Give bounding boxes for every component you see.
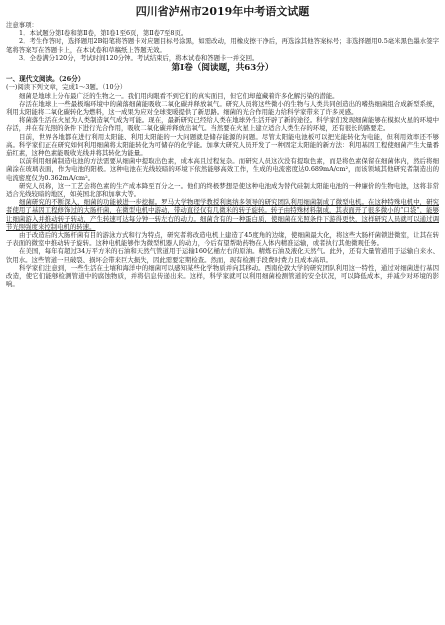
- notice-heading: 注意事项：: [6, 21, 38, 29]
- paragraph-5: 以前利用细菌制造电池的方法需要从细菌中提取出色素，成本高且过程复杂。而研究人员这次没有提取色素，而是将色素保留在细菌体内，然后将细菌涂在玻璃表面，作为电池的阳极。这种电池在光线较暗的环境下依然能够高效工作，生成的电流密度达0.689mA/cm²，而该领域其他研究者制造出的电流密度仅为0.362mA/cm²。: [6, 157, 439, 182]
- notice-item-2: 2．考生作答时，选择题用2B铅笔将答题卡对应题目标号涂黑，如需改动，用橡皮擦干净后，再选涂其他答案标号；非选择题用0.5毫米黑色墨水签字笔将答案写在答题卡上，在本试卷和草稿纸上答题无效。: [6, 37, 439, 54]
- paragraph-4: 目前，世界各地都在进行利用太阳能、利用太阳能的一大问题就是储存能源的问题。尽管太阳能电池板可以把光能转化为电能，但利用效率还不够高。科学家们正在研究如何利用细菌将太阳能转化为可储存的化学能。加拿大研究人员开发了一种固定太阳能的新方法：利用基因工程使细菌产生大量番茄红素，这种色素能吸收光线并将其转化为能量。: [6, 132, 439, 158]
- paragraph-3: 将菌落生活在火星为人类制造氧气成为可能。现在，最新研究已经给人类在地球外生活开辟了新的途径。科学家们发现细菌能够在模拟火星的环境中存活，并在有光照的条件下进行光合作用，吸收二氧化碳并释放出氧气。当然要在火星上建立适合人类生存的环境，还有很长的路要走。: [6, 116, 439, 133]
- paragraph-9: 在美国，每年有超过34万平方米的石油和天然气管道用于运输160亿桶左右的原油。精炼石油及液化天然气。此外，还有大量管道用于运输自来水、饮用水。这些管道一旦破裂、损坏会带来巨大损失，因此需要定期检查。然而，现有检测手段费时费力且成本高昂。: [6, 247, 439, 264]
- paragraph-6: 研究人员称，这一工艺会将色素的生产成本降至百分之一。他们的终极梦想是使这种电池成为替代硅制太阳能电池的一种廉价的生物电池，这将非常适合光线较暗的地区，如英国北部和加拿大等。: [6, 181, 439, 199]
- paragraph-1: 细菌是地球上分布最广泛的生物之一。我们用肉眼看不到它们的真实面目，但它们却蕴藏着许多化解污染的潜能。: [19, 91, 339, 100]
- notice-item-1: 1．本试题分第Ⅰ卷和第Ⅱ卷，第Ⅰ卷1至6页，第Ⅱ卷7至8页。: [19, 29, 188, 38]
- page-title: 四川省泸州市2019年中考语文试题: [135, 5, 310, 18]
- subsection-heading: (一)阅读下列文章，完成1～3题。（10分）: [6, 83, 127, 92]
- section-heading: 一、现代文阅读。（26分）: [6, 75, 85, 84]
- paragraph-7: 细菌研究的不断深入，细菌的功能被进一步挖掘。罗马大学物理学教授利奥纳多领导的研究团队利用细菌制成了微型电机。在这种特殊电机中，研究者使用了基因工程修饰过的大肠杆菌，在微型电机中游动，带动直径仅有几微米的转子旋转。转子由特殊材料制成，其表面开了很多微小的“口袋”，能够让细菌游入并推动转子转动，产生转速可达每分钟一转左右的动力。细菌含有的一种蛋白质，使细菌在光照条件下游得更快，这样研究人员就可以通过调节光照强度来控制电机的转速。: [6, 198, 439, 231]
- paragraph-10: 科学家们注意到，一些生活在土壤和海洋中的细菌可以感知某些化学物质并向其移动。西南伦敦大学的研究团队利用这一特性，通过对细菌进行基因改造，使它们能够检测管道中的腐蚀物质，并将信息传递出来。这样，科学家就可以利用细菌检测管道的安全状况，可以降低成本，并减少对环境的影响。: [6, 263, 439, 289]
- notice-item-3: 3．全卷满分120分，考试时间120分钟。考试结束后，将本试卷和答题卡一并交回。: [19, 53, 259, 62]
- paragraph-2: 存活在地球上一些最极端环境中的菌落细菌能吸收二氧化碳并释放氧气。研究人员将这些微小的生物与人类共同创造出的嗜热细菌组合成新型系统，利用太阳能将二氧化碳转化为燃料，这一成果为应对全球变暖提供了新思路。细菌的光合作用能力给科学家带来了许多灵感。: [6, 99, 439, 117]
- part-title: 第Ⅰ卷（阅读题，共63分）: [171, 63, 274, 74]
- paragraph-8: 由于改造后的大肠杆菌有目的游泳方式和行为特点，研究者将改造电机上建造了45度角的边缘，使细菌最大化，将这些大肠杆菌锁进微室，让其在转子表面的微室中推动转子旋转。这种电机能够作为微型机器人的动力，今后有望帮助药物在人体内精准运输，或者执行其他微观任务。: [6, 231, 439, 248]
